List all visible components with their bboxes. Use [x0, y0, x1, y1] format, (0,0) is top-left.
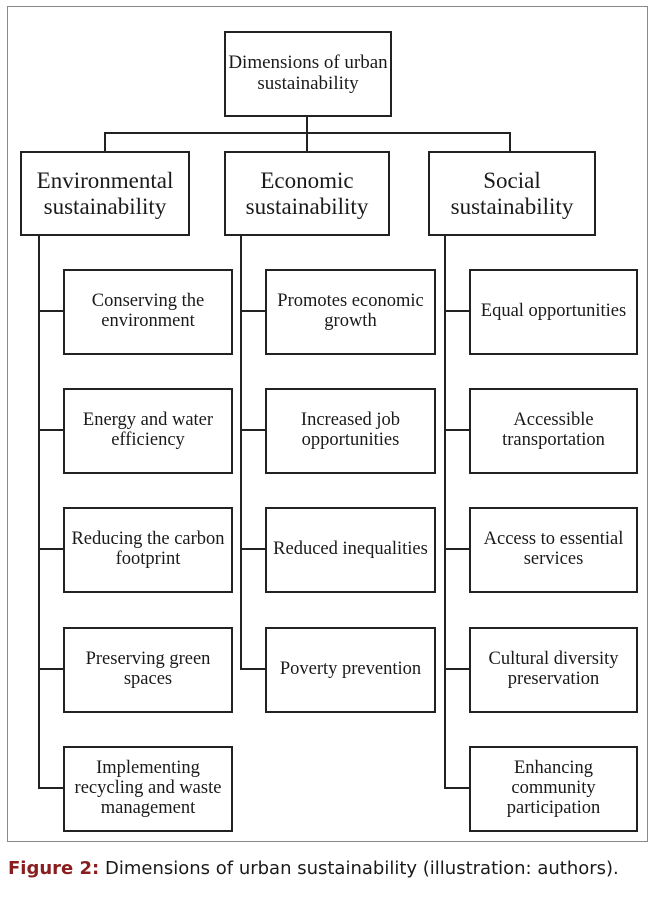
item-label: Promotes economic growth	[277, 291, 424, 331]
item-label: Accessible transportation	[502, 410, 605, 450]
item-label: Access to essential services	[483, 529, 624, 569]
category-environmental-label: Environmental sustainability	[36, 167, 174, 219]
category-economic-label: Economic sustainability	[245, 167, 369, 219]
figure-caption	[8, 858, 619, 879]
item-label: Cultural diversity preservation	[488, 649, 619, 689]
item-label: Equal opportunities	[480, 301, 627, 322]
item-label: Enhancing community participation	[506, 758, 601, 818]
environmental-item	[63, 269, 233, 355]
economic-item	[265, 269, 436, 355]
category-environmental	[20, 151, 190, 236]
item-label: Reducing the carbon footprint	[71, 529, 225, 569]
environmental-item	[63, 627, 233, 713]
social-item	[469, 627, 638, 713]
category-social	[428, 151, 596, 236]
item-label: Increased job opportunities	[300, 410, 401, 450]
social-item	[469, 746, 638, 832]
item-label: Energy and water efficiency	[82, 410, 214, 450]
environmental-item	[63, 746, 233, 832]
item-label: Reduced inequalities	[273, 539, 428, 560]
economic-item	[265, 388, 436, 474]
item-label: Poverty prevention	[279, 659, 422, 680]
environmental-item	[63, 388, 233, 474]
social-item	[469, 388, 638, 474]
environmental-item	[63, 507, 233, 593]
figure-caption-label: Figure 2:	[8, 858, 100, 879]
social-item	[469, 269, 638, 355]
item-label: Conserving the environment	[91, 291, 205, 331]
category-economic	[224, 151, 390, 236]
social-item	[469, 507, 638, 593]
economic-item	[265, 627, 436, 713]
figure-caption-text: Dimensions of urban sustainability (illustration: authors).	[99, 858, 619, 879]
economic-item	[265, 507, 436, 593]
item-label: Implementing recycling and waste management	[74, 758, 222, 818]
root-node-label: Dimensions of urban sustainability	[228, 52, 388, 94]
item-label: Preserving green spaces	[85, 649, 211, 689]
category-social-label: Social sustainability	[450, 167, 574, 219]
root-node	[224, 31, 392, 117]
